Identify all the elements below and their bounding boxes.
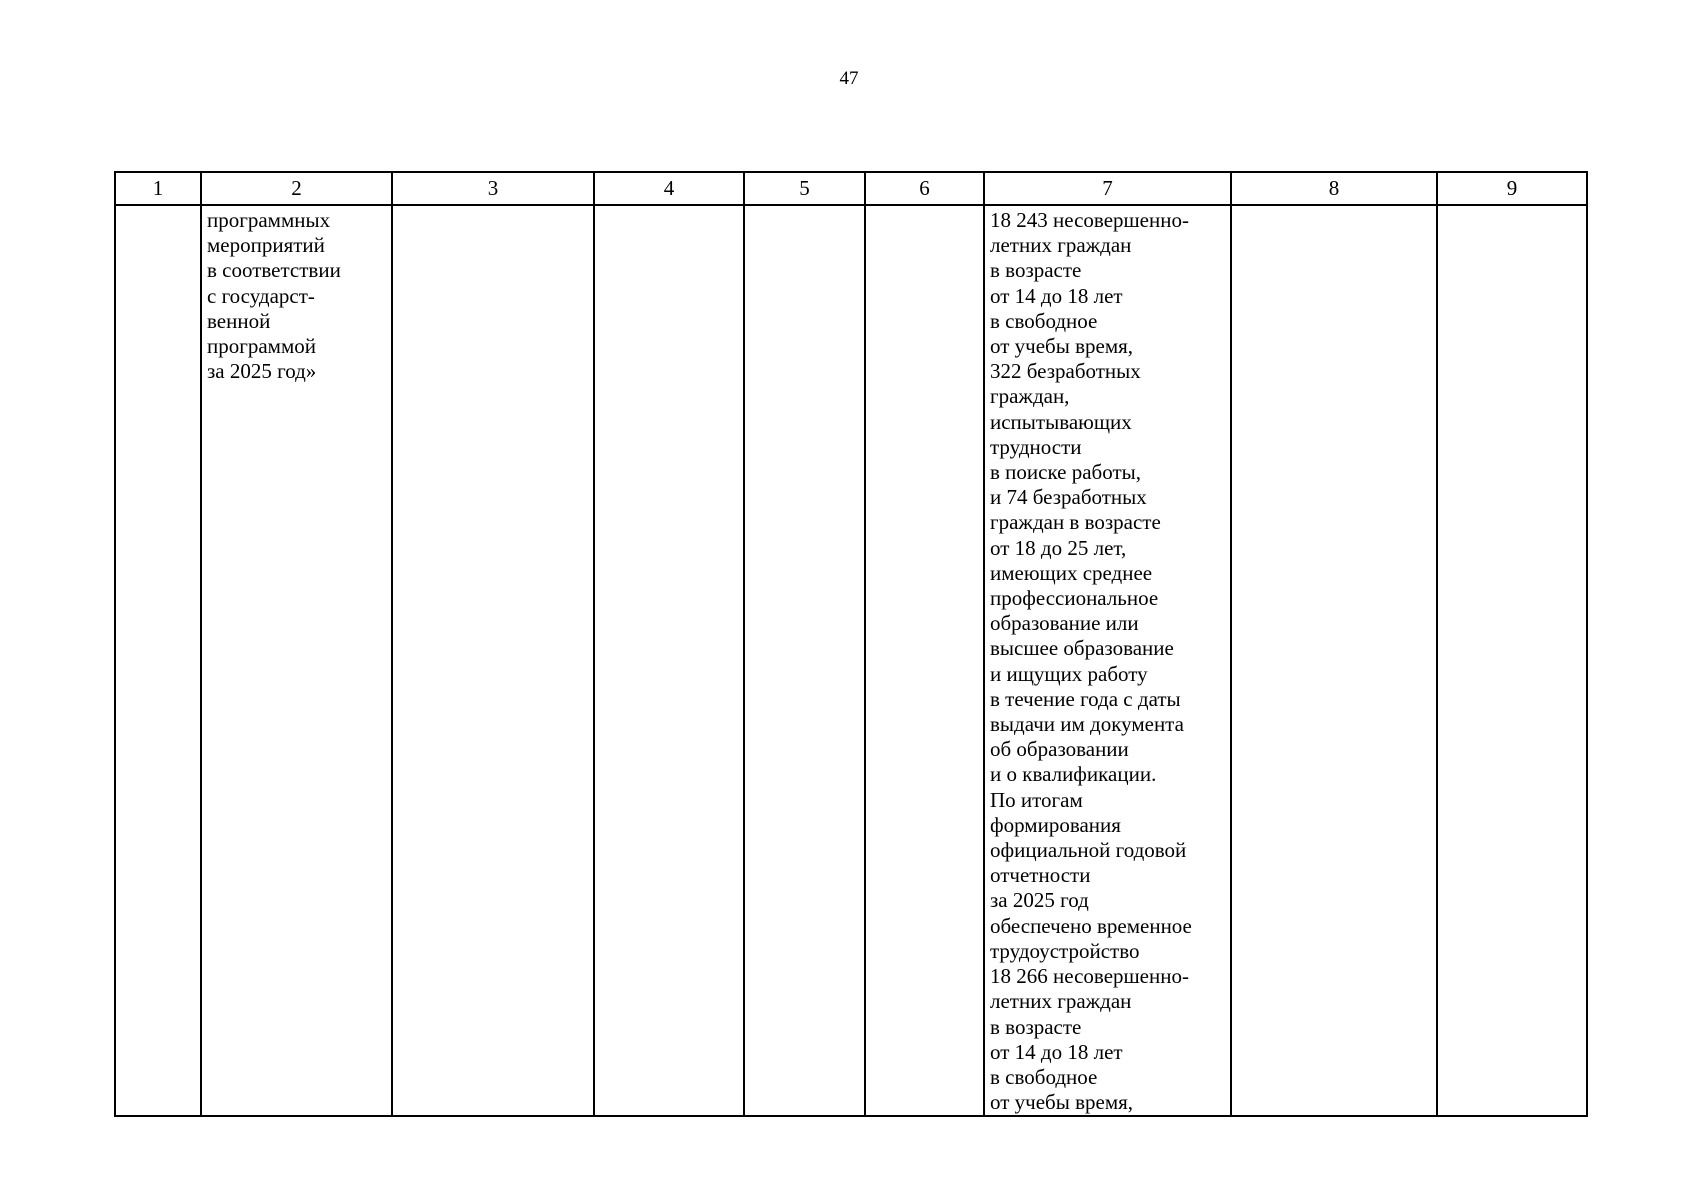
document-table <box>114 171 1588 1117</box>
cell-text-col3 <box>393 206 593 208</box>
cell-text-col4 <box>595 206 743 208</box>
table-cell-col8 <box>1231 205 1437 1116</box>
column-header-8: 8 <box>1231 172 1437 205</box>
table-cell-col2 <box>201 205 392 1116</box>
column-header-2: 2 <box>201 172 392 205</box>
table-cell-col3 <box>392 205 594 1116</box>
column-header-3: 3 <box>392 172 594 205</box>
column-header-4: 4 <box>594 172 744 205</box>
page-number: 47 <box>839 68 859 89</box>
table-row <box>115 205 1587 1116</box>
cell-text-col2: программных мероприятий в соответствии с государст- венной программой за 2025 год» <box>207 208 341 384</box>
header-row <box>115 172 1587 205</box>
cell-text-col6 <box>866 206 983 208</box>
column-header-1: 1 <box>115 172 201 205</box>
cell-text-col5 <box>745 206 864 208</box>
table-cell-col5 <box>744 205 865 1116</box>
table-cell-col1 <box>115 205 201 1116</box>
table-cell-col9 <box>1437 205 1587 1116</box>
cell-text-col9 <box>1438 206 1586 208</box>
column-header-7: 7 <box>984 172 1231 205</box>
table-cell-col7 <box>984 205 1231 1116</box>
cell-text-col7: 18 243 несовершенно- летних граждан в возрасте от 14 до 18 лет в свободное от учебы время, 322 безработных граждан, испытывающих трудности в поиске работы, и 74 безработных граждан в возрасте от 18 до 25 лет, имеющих среднее профессиональное образование или высшее образование и ищущих работу в течение года с даты выдачи им документа об образовании и о квалификации. По итогам формирования официальной годовой отчетности за 2025 год обеспечено временное трудоустройство 18 266 несовершенно- летних граждан в возрасте от 14 до 18 лет в свободное от учебы время, <box>990 208 1192 1115</box>
cell-text-col1 <box>116 206 200 208</box>
table-cell-col4 <box>594 205 744 1116</box>
cell-text-col8 <box>1232 206 1436 208</box>
table-cell-col6 <box>865 205 984 1116</box>
column-header-5: 5 <box>744 172 865 205</box>
column-header-6: 6 <box>865 172 984 205</box>
column-header-9: 9 <box>1437 172 1587 205</box>
